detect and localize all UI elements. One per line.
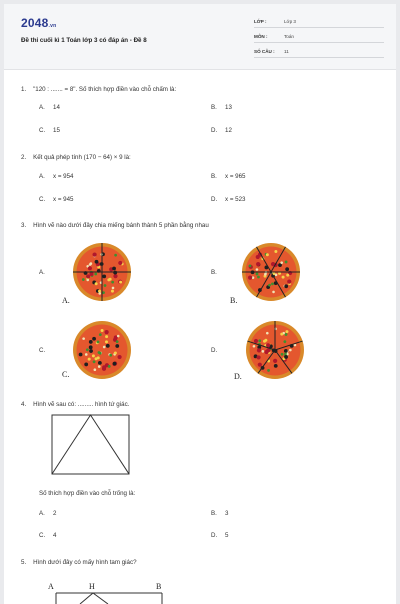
segment-h-left bbox=[80, 593, 93, 604]
pizza-topping bbox=[82, 278, 85, 281]
question-5 bbox=[21, 559, 137, 566]
site-logo[interactable]: 2048.vn bbox=[21, 16, 57, 30]
pizza-topping bbox=[256, 273, 259, 276]
meta-grade-label: LỚP : bbox=[254, 19, 267, 24]
question-text: "120 : ....... = 8". Số thích hợp điền vào chỗ chấm là: bbox=[33, 86, 177, 93]
option-d[interactable]: D. bbox=[211, 347, 218, 354]
pizza-topping bbox=[258, 339, 261, 342]
question-text: Hình vẽ nào dưới đây chia miếng bánh thành 5 phần bằng nhau bbox=[33, 222, 209, 229]
pizza-topping bbox=[111, 290, 114, 293]
pizza-topping bbox=[264, 339, 267, 342]
pizza-topping bbox=[115, 344, 119, 348]
pizza-topping bbox=[114, 254, 117, 257]
option-b[interactable]: B. bbox=[211, 269, 217, 276]
pizza-topping bbox=[256, 255, 260, 259]
pizza-topping bbox=[275, 274, 278, 277]
pizza-topping bbox=[282, 276, 285, 279]
pizza-topping bbox=[281, 353, 284, 356]
pizza-topping bbox=[117, 335, 120, 338]
pizza-topping bbox=[89, 345, 93, 349]
pizza-topping bbox=[285, 267, 289, 271]
worksheet-header bbox=[4, 4, 396, 70]
figure-triangle bbox=[52, 415, 129, 474]
question-text: Kết quả phép tính (170 − 64) × 9 là: bbox=[33, 154, 131, 161]
pizza-topping bbox=[268, 284, 271, 287]
pizza-topping bbox=[92, 337, 96, 341]
pizza-topping bbox=[272, 291, 275, 294]
pizza-topping bbox=[262, 350, 265, 353]
meta-count-value: 11 bbox=[284, 49, 289, 54]
pizza-topping bbox=[94, 368, 97, 371]
option-b[interactable]: B. 13 bbox=[211, 104, 232, 111]
option-d[interactable]: D. x = 523 bbox=[211, 196, 246, 203]
pizza-topping bbox=[98, 361, 102, 365]
pizza-topping bbox=[86, 348, 89, 351]
pizza-topping bbox=[257, 348, 261, 352]
meta-count-row bbox=[254, 48, 384, 58]
meta-grade-row bbox=[254, 18, 384, 28]
pizza-topping bbox=[267, 369, 270, 372]
pizza-topping bbox=[266, 343, 270, 347]
pizza-topping bbox=[284, 284, 288, 288]
pizza-a-image bbox=[72, 242, 132, 302]
pizza-topping bbox=[285, 330, 288, 333]
pizza-a-caption: A. bbox=[62, 296, 70, 305]
pizza-topping bbox=[111, 281, 114, 284]
pizza-topping bbox=[88, 358, 91, 361]
pizza-b-caption: B. bbox=[230, 296, 238, 305]
pizza-topping bbox=[117, 355, 121, 359]
pizza-topping bbox=[92, 253, 96, 257]
pizza-topping bbox=[284, 352, 287, 355]
pizza-topping bbox=[103, 346, 106, 349]
pizza-sauce bbox=[77, 325, 128, 376]
pizza-topping bbox=[98, 292, 101, 295]
pizza-topping bbox=[86, 274, 90, 278]
pizza-topping bbox=[90, 262, 93, 265]
question-number: 3. bbox=[21, 222, 27, 229]
meta-subject-value: Toán bbox=[284, 34, 294, 39]
meta-grade-value: Lớp 3 bbox=[284, 19, 296, 24]
pizza-topping bbox=[106, 344, 110, 348]
question-1 bbox=[21, 86, 176, 93]
question-number: 4. bbox=[21, 401, 27, 408]
pizza-topping bbox=[104, 284, 107, 287]
figure-rectangle bbox=[52, 415, 129, 474]
pizza-topping bbox=[256, 355, 260, 359]
pizza-topping bbox=[264, 273, 267, 276]
pizza-topping bbox=[112, 287, 115, 290]
pizza-topping bbox=[285, 261, 288, 264]
question-3 bbox=[21, 222, 209, 229]
pizza-topping bbox=[113, 362, 117, 366]
pizza-topping bbox=[101, 329, 104, 332]
option-c[interactable]: C. 4 bbox=[39, 532, 57, 539]
option-a[interactable]: A. 2 bbox=[39, 510, 57, 517]
pizza-topping bbox=[95, 282, 98, 285]
pizza-topping bbox=[97, 341, 100, 344]
pizza-topping bbox=[274, 364, 278, 368]
triangle-figure bbox=[44, 578, 174, 604]
question-number: 5. bbox=[21, 559, 27, 566]
pizza-topping bbox=[118, 261, 122, 265]
meta-subject-row bbox=[254, 33, 384, 43]
pizza-topping bbox=[280, 261, 283, 264]
point-h-label: H bbox=[89, 582, 95, 591]
pizza-topping bbox=[109, 354, 112, 357]
question-4 bbox=[21, 401, 129, 408]
pizza-d-caption: D. bbox=[234, 372, 242, 381]
pizza-topping bbox=[98, 365, 101, 368]
pizza-topping bbox=[287, 280, 291, 284]
pizza-topping bbox=[249, 264, 252, 267]
meta-count-label: SỐ CÂU : bbox=[254, 49, 275, 54]
question-number: 2. bbox=[21, 154, 27, 161]
pizza-topping bbox=[113, 274, 117, 278]
option-b[interactable]: B. x = 965 bbox=[211, 173, 246, 180]
pizza-topping bbox=[102, 275, 106, 279]
pizza-topping bbox=[256, 262, 260, 266]
pizza-topping bbox=[98, 351, 101, 354]
pizza-topping bbox=[97, 356, 100, 359]
pizza-topping bbox=[84, 363, 88, 367]
pizza-topping bbox=[256, 268, 259, 271]
pizza-topping bbox=[113, 271, 117, 275]
worksheet-title: Đề thi cuối kì 1 Toán lớp 3 có đáp án - Đề 8 bbox=[21, 37, 147, 44]
pizza-topping bbox=[105, 330, 109, 334]
pizza-topping bbox=[286, 274, 289, 277]
pizza-topping bbox=[280, 333, 283, 336]
option-b[interactable]: B. 3 bbox=[211, 510, 229, 517]
pizza-topping bbox=[274, 250, 277, 253]
pizza-topping bbox=[95, 260, 99, 264]
pizza-topping bbox=[108, 365, 111, 368]
pizza-topping bbox=[89, 340, 93, 344]
option-d[interactable]: D. 12 bbox=[211, 127, 232, 134]
pizza-topping bbox=[119, 281, 122, 284]
pizza-topping bbox=[248, 275, 252, 279]
segment-h-right bbox=[93, 593, 108, 604]
point-a-label: A bbox=[48, 582, 54, 591]
option-a[interactable]: A. bbox=[39, 269, 45, 276]
pizza-topping bbox=[266, 348, 270, 352]
option-d[interactable]: D. 5 bbox=[211, 532, 229, 539]
pizza-topping bbox=[258, 363, 262, 367]
pizza-d-image bbox=[245, 320, 305, 380]
point-b-label: B bbox=[156, 582, 162, 591]
pizza-topping bbox=[271, 282, 274, 285]
pizza-topping bbox=[283, 340, 286, 343]
pizza-topping bbox=[253, 345, 256, 348]
pizza-topping bbox=[284, 355, 288, 359]
pizza-b-image bbox=[241, 242, 301, 302]
pizza-topping bbox=[254, 339, 258, 343]
pizza-c-caption: C. bbox=[62, 370, 70, 379]
option-c[interactable]: C. x = 945 bbox=[39, 196, 74, 203]
pizza-topping bbox=[284, 349, 288, 353]
meta-subject-label: MÔN : bbox=[254, 34, 268, 39]
pizza-topping bbox=[266, 253, 269, 256]
pizza-topping bbox=[289, 349, 292, 352]
pizza-c-image bbox=[72, 320, 132, 380]
pizza-topping bbox=[112, 267, 116, 271]
question-4-subtext: Số thích hợp điền vào chỗ trống là: bbox=[39, 490, 136, 497]
pizza-topping bbox=[266, 332, 269, 335]
pizza-topping bbox=[105, 335, 108, 338]
pizza-topping bbox=[93, 360, 96, 363]
pizza-topping bbox=[114, 352, 117, 355]
quadrilateral-figure bbox=[51, 414, 131, 476]
pizza-topping bbox=[105, 340, 108, 343]
option-c[interactable]: C. 15 bbox=[39, 127, 60, 134]
option-a[interactable]: A. x = 954 bbox=[39, 173, 74, 180]
pizza-topping bbox=[107, 278, 110, 281]
question-text: Hình vẽ sau có: ......... hình tứ giác. bbox=[33, 401, 130, 408]
pizza-topping bbox=[92, 354, 95, 357]
pizza-topping bbox=[94, 273, 97, 276]
worksheet-page bbox=[4, 4, 396, 604]
pizza-topping bbox=[116, 340, 119, 343]
pizza-topping bbox=[99, 333, 102, 336]
pizza-topping bbox=[79, 353, 83, 357]
option-a[interactable]: A. 14 bbox=[39, 104, 60, 111]
pizza-topping bbox=[102, 365, 106, 369]
pizza-topping bbox=[85, 353, 88, 356]
question-2 bbox=[21, 154, 131, 161]
pizza-topping bbox=[273, 359, 277, 363]
option-c[interactable]: C. bbox=[39, 347, 46, 354]
pizza-topping bbox=[89, 349, 93, 353]
pizza-topping bbox=[257, 276, 260, 279]
pizza-topping bbox=[82, 337, 85, 340]
pizza-topping bbox=[285, 333, 288, 336]
question-text: Hình dưới đây có mấy hình tam giác? bbox=[33, 559, 137, 566]
question-number: 1. bbox=[21, 86, 27, 93]
pizza-topping bbox=[88, 266, 92, 270]
